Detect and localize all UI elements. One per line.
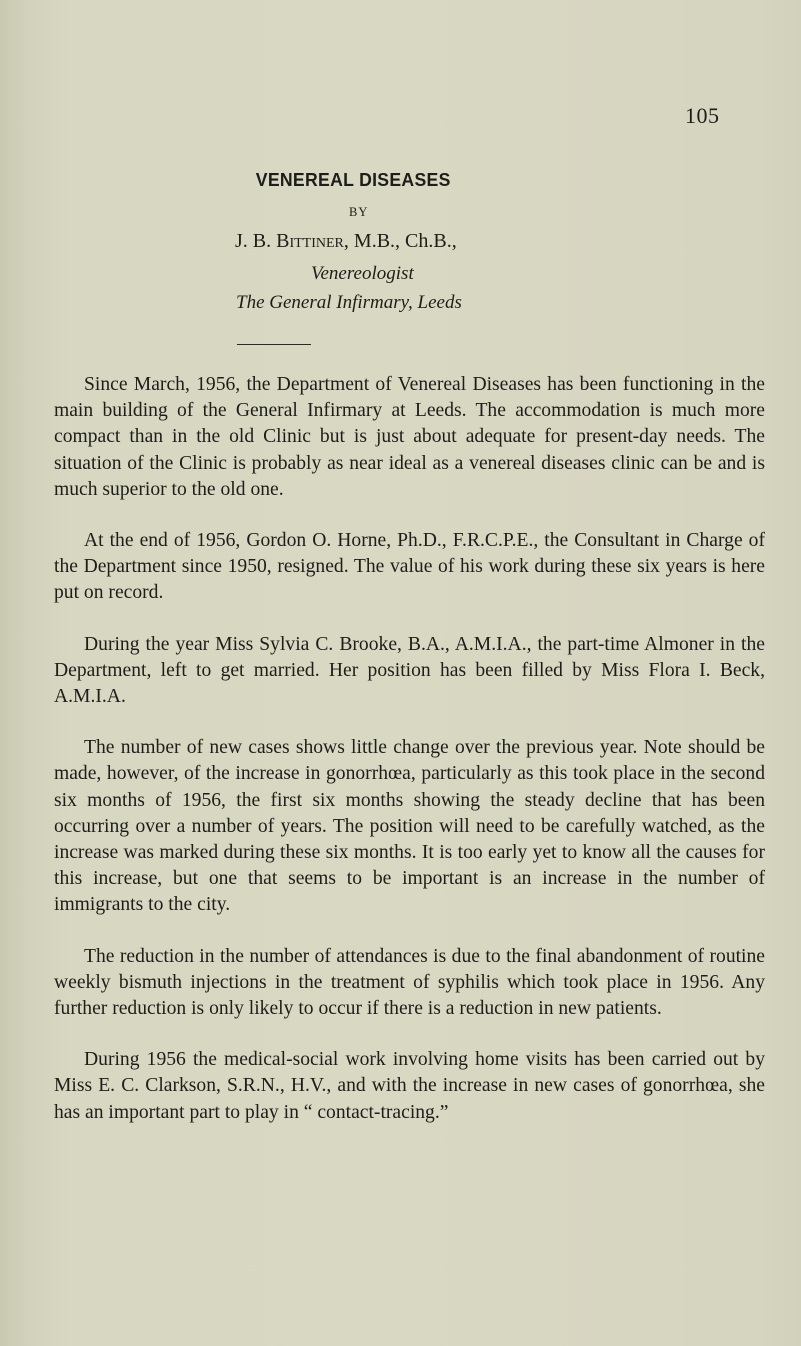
author-affiliation: The General Infirmary, Leeds bbox=[236, 292, 462, 313]
paragraph: At the end of 1956, Gordon O. Horne, Ph.D., F.R.C.P.E., the Consultant in Charge of the Department since 1950, resigned. The value of his work during these six years is here put on record. bbox=[54, 530, 765, 604]
paragraph: During the year Miss Sylvia C. Brooke, B.A., A.M.I.A., the part-time Almoner in the Department, left to get married. Her position has been filled by Miss Flora I. Beck, A.M.I.A. bbox=[54, 633, 765, 708]
byline-label: BY bbox=[349, 205, 369, 219]
article-title: VENEREAL DISEASES bbox=[255, 170, 451, 190]
article-body bbox=[54, 372, 765, 1151]
paragraph: The reduction in the number of attendances is due to the final abandonment of routine weekly bismuth injections in the treatment of syphilis which took place in 1956. Any further reduction is only likely to occur if there is a reduction in new patients. bbox=[54, 945, 765, 1020]
author-degrees: , M.B., Ch.B., bbox=[343, 230, 457, 252]
paragraph: Since March, 1956, the Department of Venereal Diseases has been functioning in the main building of the General Infirmary at Leeds. The accommodation is much more compact than in the old Clinic but is just about adequate for present-day needs. The situation of the Clinic is probably as near ideal as a venereal diseases clinic can be and is much superior to the old one. bbox=[54, 374, 765, 500]
author-surname: Bittiner bbox=[276, 230, 344, 252]
author-name bbox=[235, 230, 457, 253]
author-initials: J. B. bbox=[235, 230, 277, 252]
paragraph: During 1956 the medical-social work involving home visits has been carried out by Miss E. C. Clarkson, S.R.N., H.V., and with the increase in new cases of gonorrhœa, she has an important part to play in “ contact-tracing.” bbox=[54, 1049, 765, 1123]
section-divider bbox=[237, 344, 311, 345]
paragraph: The number of new cases shows little change over the previous year. Note should be made, however, of the increase in gonorrhœa, particularly as this took place in the second six months of 1956, the first six months showing the steady decline that has been occurring over a number of years. The position will need to be carefully watched, as the increase was marked during these six months. It is too early yet to know all the causes for this increase, but one that seems to be important is an increase in the number of immigrants to the city. bbox=[54, 737, 765, 916]
author-role: Venereologist bbox=[311, 263, 414, 284]
page-number: 105 bbox=[685, 103, 720, 128]
